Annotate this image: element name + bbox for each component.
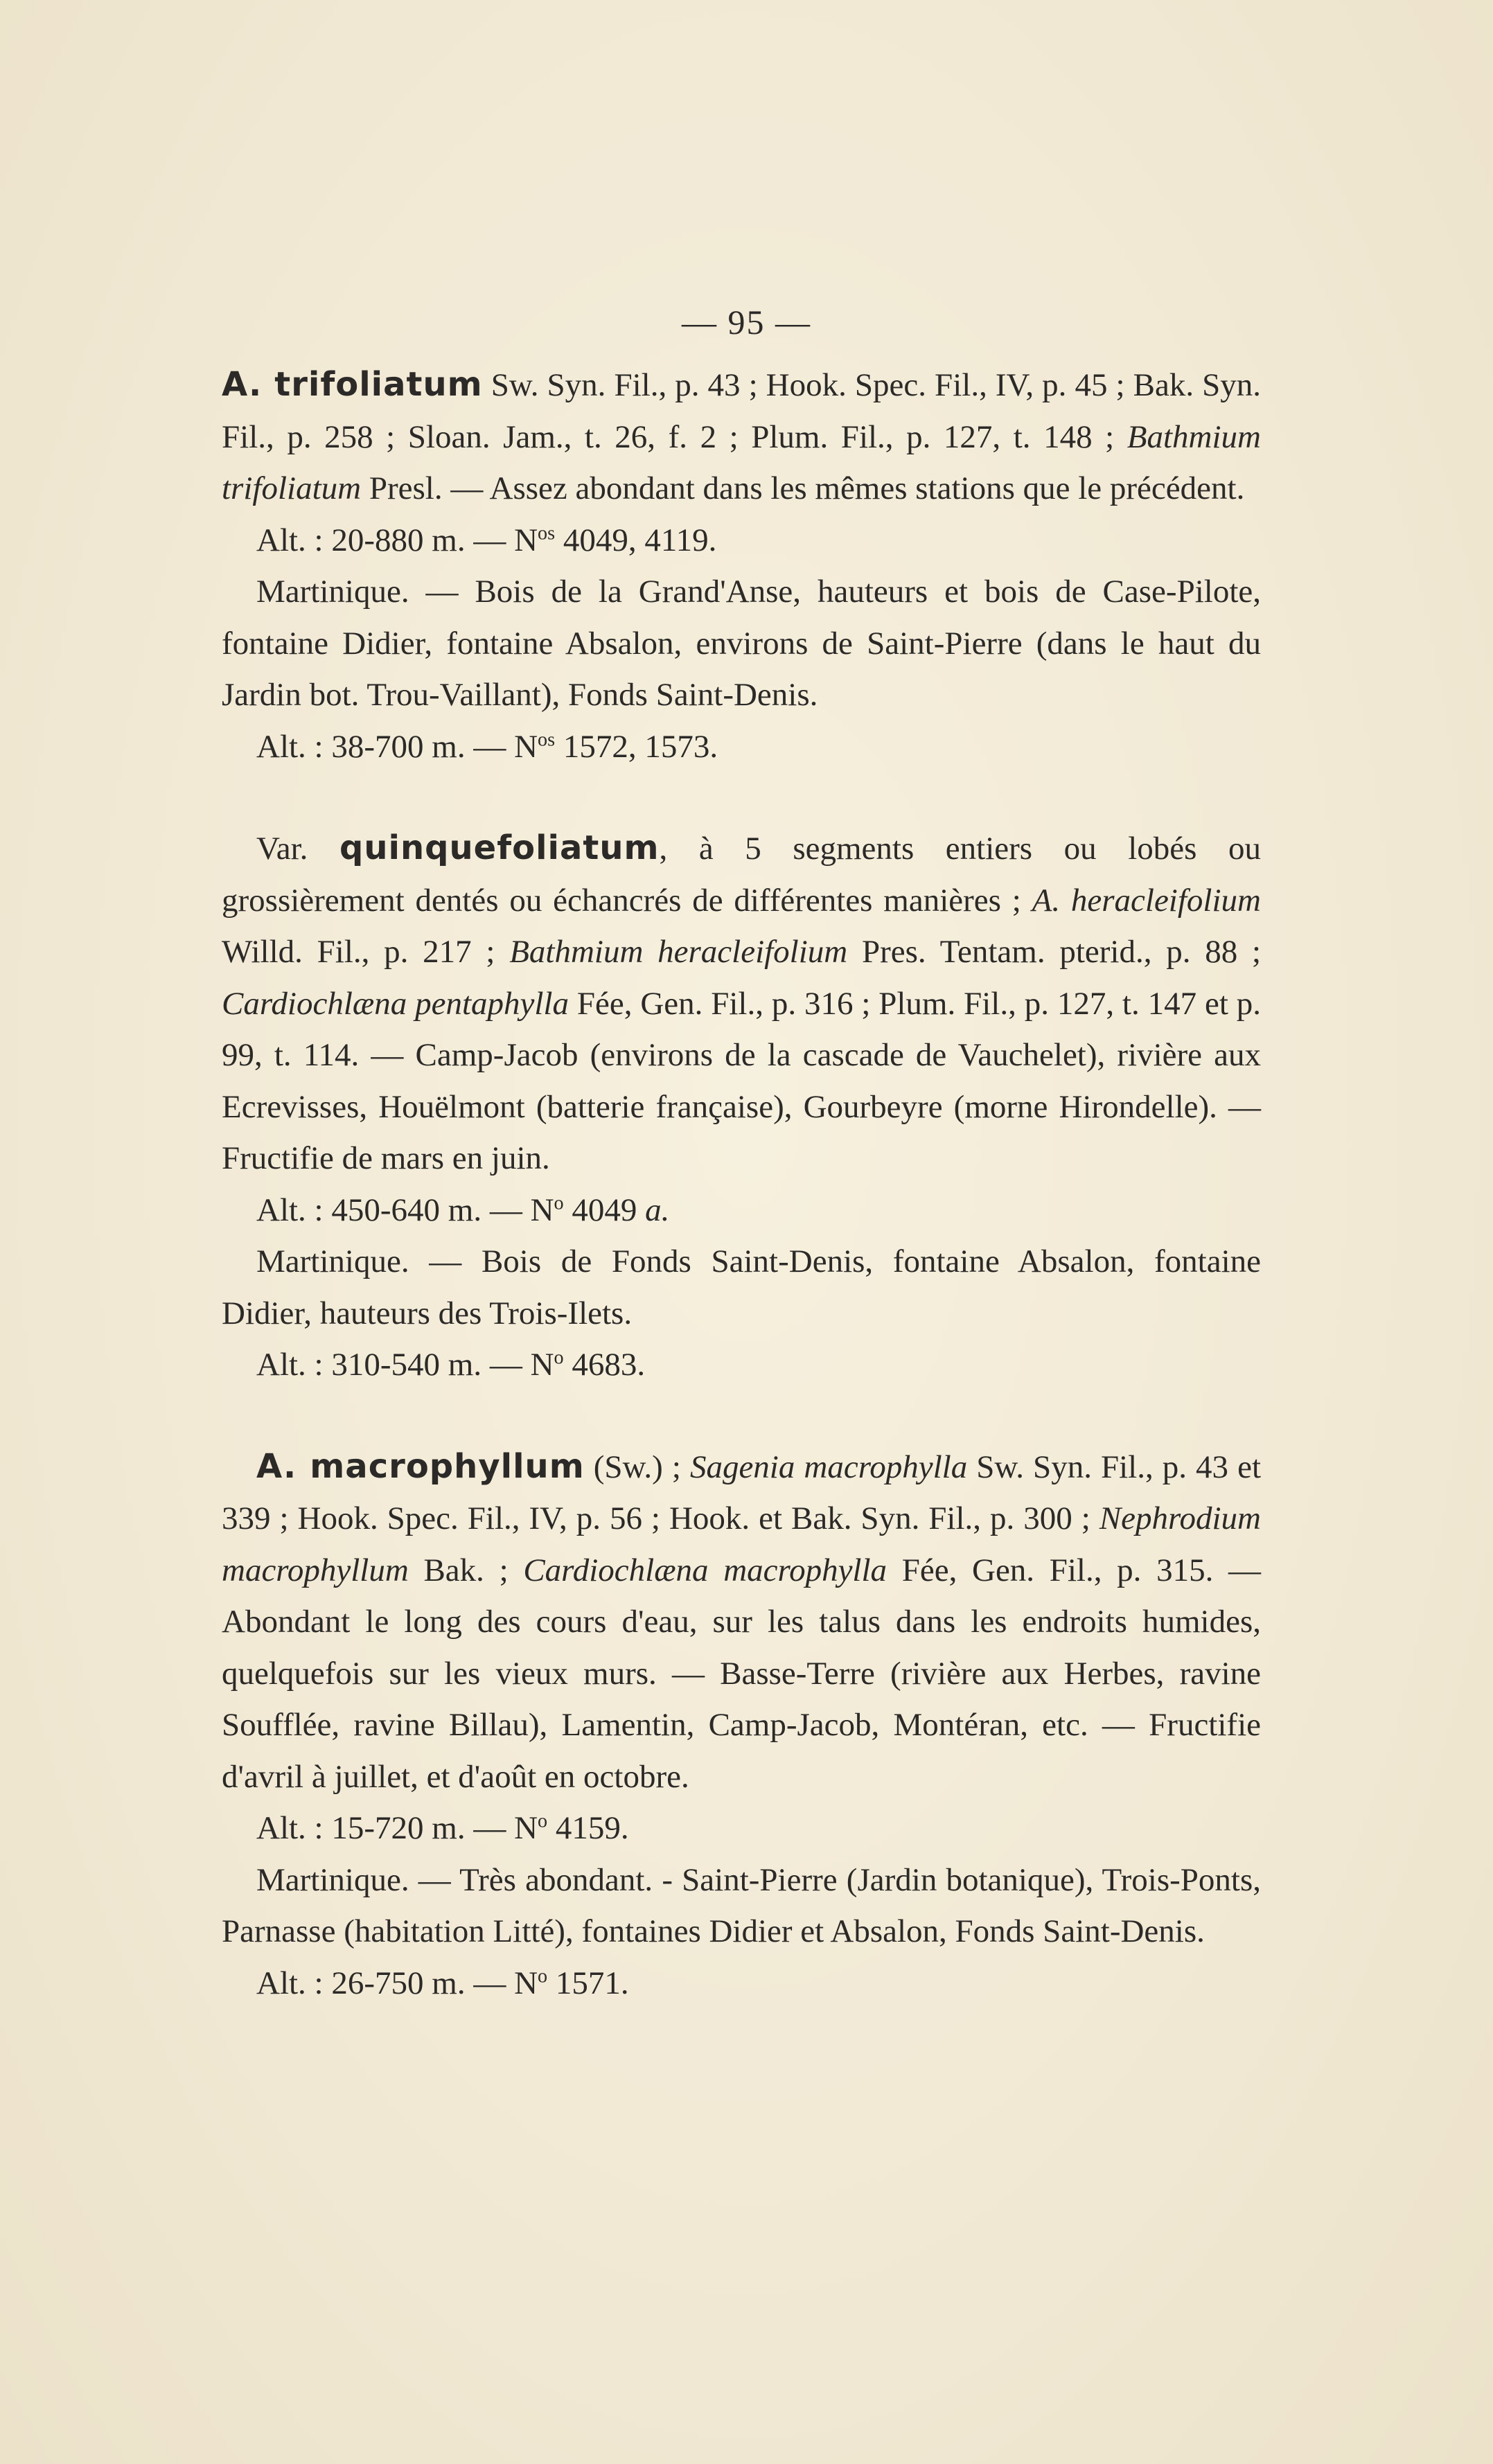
- martinique-localities: Martinique. — Très abondant. - Saint-Pierre (Jardin botanique), Trois-Ponts, Parnasse (habitation Litté), fontaines Didier et Absalon, Fonds Saint-Denis.: [222, 1861, 1261, 1949]
- altitude-line: Alt. : 15-720 m. — $N^o$ 4159.: [256, 1810, 629, 1846]
- variety-label: Var.: [256, 831, 308, 867]
- synonym: Cardiochlæna pentaphylla: [222, 985, 569, 1022]
- martinique-localities: Martinique. — Bois de la Grand'Anse, hauteurs et bois de Case-Pilote, fontaine Didier, fontaine Absalon, environs de Saint-Pierre (dans le haut du Jardin bot. Trou-Vaillant), Fonds Saint-Denis.: [222, 574, 1261, 713]
- text-body: [222, 359, 1261, 2009]
- synonym: Bathmium trifoliatum: [222, 418, 1261, 506]
- entry-species-name: macrophyllum: [310, 1446, 585, 1486]
- entry-quinquefoliatum-description: Var. quinquefoliatum, à 5 segments entiers ou lobés ou grossièrement dentés ou échancrés de différentes manières ; A. heracleifolium Willd. Fil., p. 217 ; Bathmium heracleifolium Pres. Tentam. pterid., p. 88 ; Cardiochlæna pentaphylla Fée, Gen. Fil., p. 316 ; Plum. Fil., p. 127, t. 147 et p. 99, t. 114. — Camp-Jacob (environs de la cascade de Vauchelet), rivière aux Ecrevisses, Houëlmont (batterie française), Gourbeyre (morne Hirondelle). — Fructifie de mars en juin.: [222, 828, 1261, 1176]
- synonym: Cardiochlæna macrophylla: [523, 1552, 887, 1588]
- synonym: Nephrodium macrophyllum: [222, 1500, 1261, 1588]
- synonym: Bathmium heracleifolium: [509, 934, 848, 970]
- synonym: Sagenia macrophylla: [689, 1448, 968, 1485]
- entry-genus: A.: [256, 1446, 297, 1486]
- synonym: A. heracleifolium: [1032, 882, 1261, 919]
- variety-name: quinquefoliatum: [339, 828, 660, 867]
- page-number: — 95 —: [682, 303, 811, 342]
- entry-macrophyllum-description: A. macrophyllum (Sw.) ; Sagenia macrophylla Sw. Syn. Fil., p. 43 et 339 ; Hook. Spec. Fil., IV, p. 56 ; Hook. et Bak. Syn. Fil., p. 300 ; Nephrodium macrophyllum Bak. ; Cardiochlæna macrophylla Fée, Gen. Fil., p. 315. — Abondant le long des cours d'eau, sur les talus dans les endroits humides, quelquefois sur les vieux murs. — Basse-Terre (rivière aux Herbes, ravine Soufflée, ravine Billau), Lamentin, Camp-Jacob, Montéran, etc. — Fructifie d'avril à juillet, et d'août en octobre.: [222, 1446, 1261, 1795]
- entry-genus: A.: [222, 365, 263, 404]
- altitude-line: Alt. : 450-640 m. — $N^o$ 4049 a.: [256, 1191, 670, 1228]
- altitude-line: Alt. : 310-540 m. — $N^o$ 4683.: [256, 1347, 646, 1383]
- entry-species-name: trifoliatum: [274, 365, 483, 404]
- altitude-line: Alt. : 26-750 m. — $N^o$ 1571.: [256, 1965, 629, 2001]
- altitude-line: Alt. : 20-880 m. — $N^{os}$ 4049, 4119.: [256, 522, 717, 558]
- entry-trifoliatum-description: A. trifoliatum Sw. Syn. Fil., p. 43 ; Hook. Spec. Fil., IV, p. 45 ; Bak. Syn. Fil., p. 258 ; Sloan. Jam., t. 26, f. 2 ; Plum. Fil., p. 127, t. 148 ; Bathmium trifoliatum Presl. — Assez abondant dans les mêmes stations que le précédent.: [222, 365, 1262, 506]
- altitude-line: Alt. : 38-700 m. — $N^{os}$ 1572, 1573.: [256, 728, 718, 765]
- martinique-localities: Martinique. — Bois de Fonds Saint-Denis, fontaine Absalon, fontaine Didier, hauteurs des Trois-Ilets.: [222, 1243, 1261, 1331]
